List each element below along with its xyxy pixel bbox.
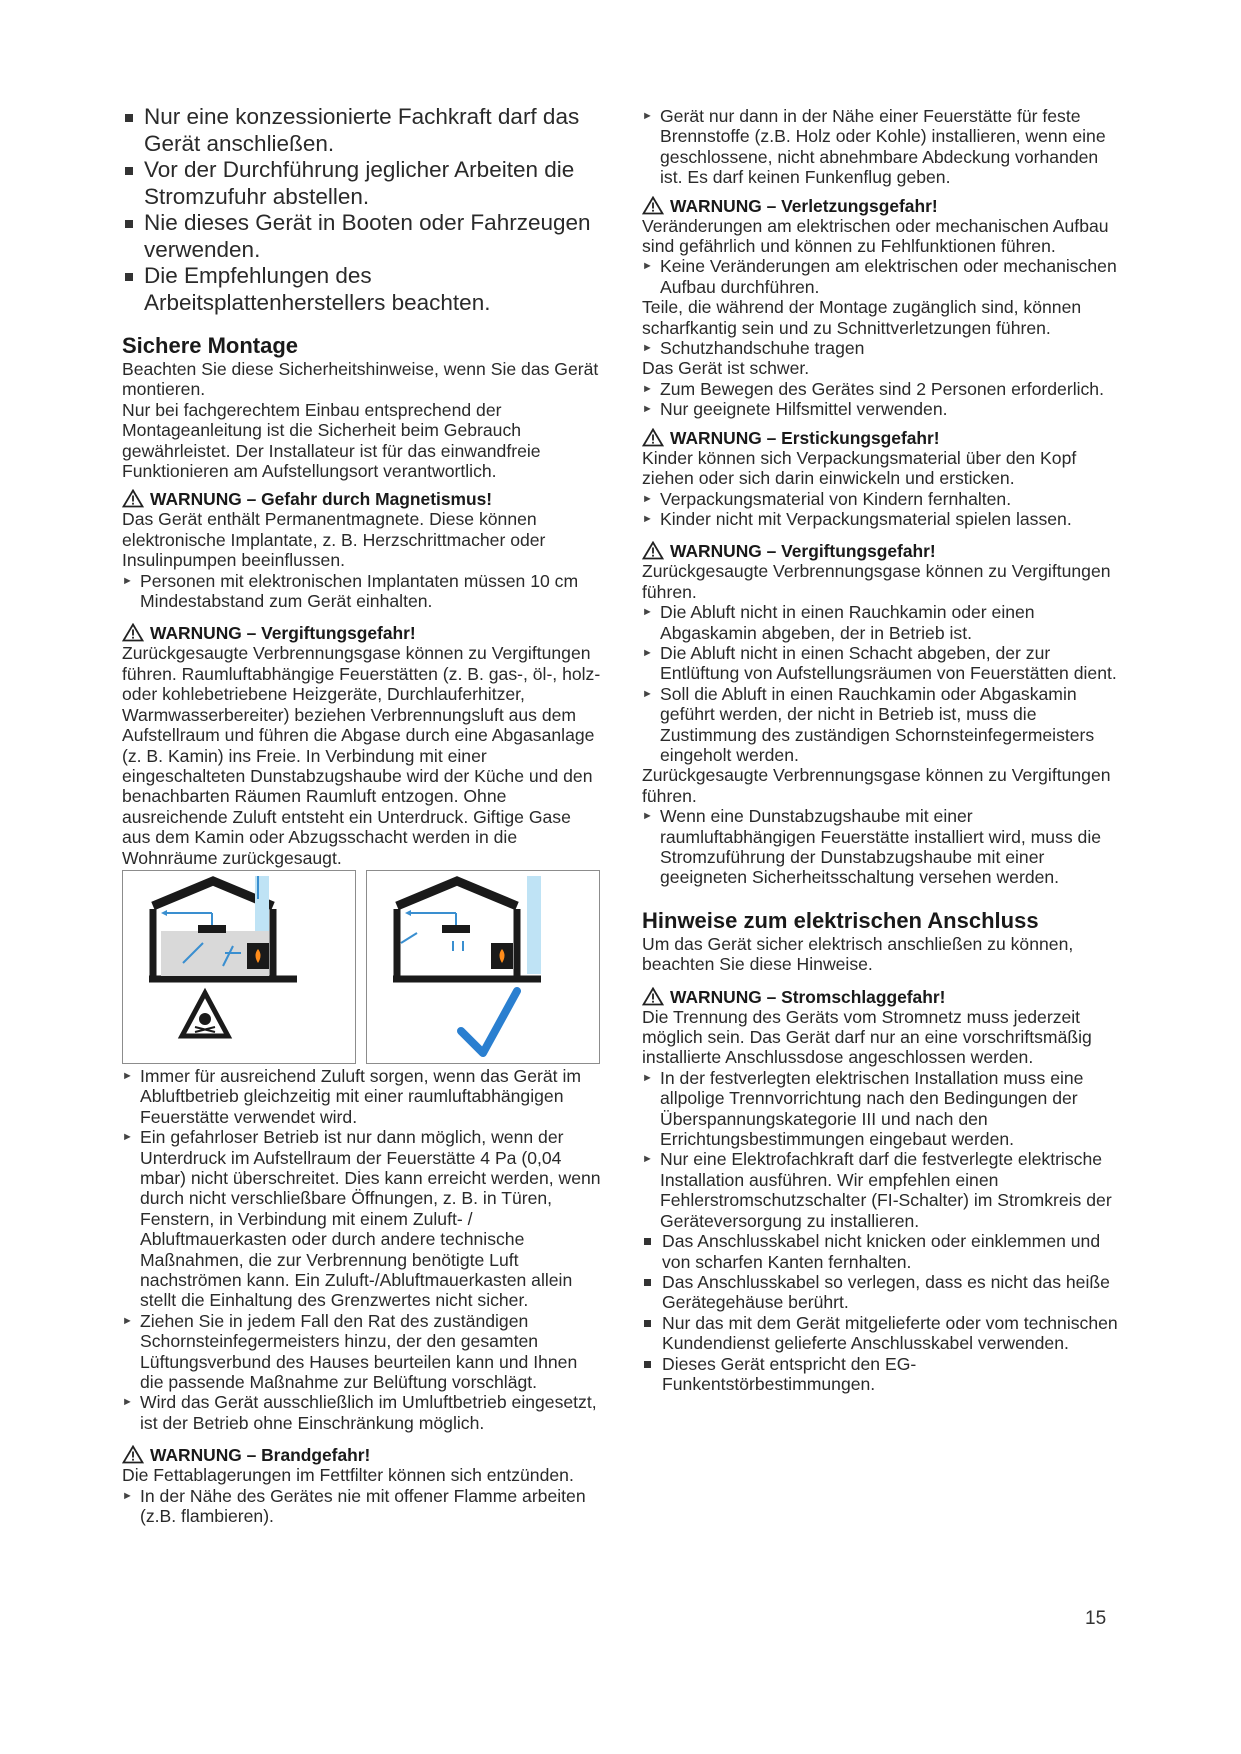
warning-magnetism-text: Das Gerät enthält Permanentmagnete. Diese können elektronische Implantate, z. B. Herzschrittmacher oder Insulinpumpen beeinflussen.: [122, 509, 546, 571]
warning-triangle-icon: [642, 428, 664, 447]
warning-poison-title: WARNUNG – Vergiftungsgefahr!: [122, 623, 602, 643]
warning-triangle-icon: [642, 987, 664, 1006]
intro-list: [122, 104, 610, 316]
list-item: ► In der festverlegten elektrischen Installation muss eine allpolige Trennvorrichtung nach den Bedingungen der Überspannungskategorie III und nach den Errichtungsbestimmungen eingebaut werden.: [642, 1067, 1084, 1150]
list-item: ► Immer für ausreichend Zuluft sorgen, wenn das Gerät im Abluftbetrieb gleichzeitig mit einer raumluftabhängigen Feuerstätte verwendet wird.: [122, 1065, 582, 1127]
list-item: ► Personen mit elektronischen Implantaten müssen 10 cm Mindestabstand zum Gerät einhalten.: [122, 570, 579, 612]
warning-suffocation-title: WARNUNG – Erstickungsgefahr!: [642, 428, 1122, 448]
warning-poison2-title: WARNUNG – Vergiftungsgefahr!: [642, 541, 1122, 561]
section-title-montage: Sichere Montage: [122, 333, 299, 358]
list-item: Nie dieses Gerät in Booten oder Fahrzeugen verwenden.: [122, 210, 610, 263]
list-item: ► Die Abluft nicht in einen Rauchkamin oder einen Abgaskamin abgeben, der in Betrieb ist.: [642, 602, 1035, 643]
list-item: ► Keine Veränderungen am elektrischen oder mechanischen Aufbau durchführen.: [642, 256, 1117, 297]
warning-poison-text: Zurückgesaugte Verbrennungsgase können zu Vergiftungen führen. Raumluftabhängige Feuerstätten (z. B. gas-, öl-, holz- oder kohlebetriebene Heizgeräte, Durchlauferhitzer, Warmwasserbereiter) beziehen Verbrennungsluft aus dem Aufstellraum und führen die Abgase durch eine Abgasanlage (z. B. Kamin) ins Freie. In Verbindung mit einer eingeschalteten Dunstabzugshaube wird der Küche und den benachbarten Räumen Raumluft entzogen. Ohne ausreichende Zuluft entsteht ein Unterdruck. Giftige Gase aus dem Kamin oder Abzugsschacht werden in die Wohnräume zurückgesaugt.: [122, 643, 601, 868]
list-item: Nur eine konzessionierte Fachkraft darf das Gerät anschließen.: [122, 104, 610, 157]
warning-fire-title: WARNUNG – Brandgefahr!: [122, 1445, 602, 1465]
figure-wrong: [122, 870, 356, 1064]
warning-shock-title: WARNUNG – Stromschlaggefahr!: [642, 987, 1122, 1007]
house-correct-illustration: [367, 871, 599, 1063]
list-item: Das Anschlusskabel nicht knicken oder einklemmen und von scharfen Kanten fernhalten.: [642, 1231, 1122, 1272]
warning-poison2-text2: Zurückgesaugte Verbrennungsgase können zu Vergiftungen führen.: [642, 765, 1111, 806]
house-danger-illustration: [123, 871, 355, 1063]
warning-fire-text: Die Fettablagerungen im Fettfilter können sich entzünden.: [122, 1465, 574, 1486]
warning-suffocation-text: Kinder können sich Verpackungsmaterial über den Kopf ziehen oder sich darin einwickeln und ersticken.: [642, 447, 1077, 489]
ventilation-figure: [122, 870, 602, 1066]
warning-injury-text3: Das Gerät ist schwer.: [642, 358, 810, 379]
list-item: Die Empfehlungen des Arbeitsplattenherstellers beachten.: [122, 263, 610, 316]
list-item: Das Anschlusskabel so verlegen, dass es nicht das heiße Gerätegehäuse berührt.: [642, 1272, 1122, 1313]
list-item: ► Verpackungsmaterial von Kindern fernhalten.: [642, 488, 1012, 509]
warning-injury-text: Veränderungen am elektrischen oder mechanischen Aufbau sind gefährlich und können zu Fehlfunktionen führen.: [642, 215, 1109, 257]
list-item: ► Zum Bewegen des Gerätes sind 2 Personen erforderlich.: [642, 378, 1104, 399]
list-item: Vor der Durchführung jeglicher Arbeiten die Stromzufuhr abstellen.: [122, 157, 610, 210]
montage-text: Nur bei fachgerechtem Einbau entsprechend der Montageanleitung ist die Sicherheit beim Gebrauch gewährleistet. Der Installateur ist für das einwandfreie Funktionieren am Aufstellungsort verantwortlich.: [122, 399, 541, 482]
electrical-intro: Um das Gerät sicher elektrisch anschließen zu können, beachten Sie diese Hinweise.: [642, 933, 1074, 975]
list-item: Dieses Gerät entspricht den EG-Funkentstörbestimmungen.: [642, 1354, 1122, 1395]
warning-shock-text: Die Trennung des Geräts vom Stromnetz muss jederzeit möglich sein. Das Gerät darf nur an eine vorschriftsmäßig installierte Anschlussdose angeschlossen werden.: [642, 1006, 1092, 1068]
list-item: ► Schutzhandschuhe tragen: [642, 338, 865, 359]
warning-triangle-icon: [122, 623, 144, 642]
figure-correct: [366, 870, 600, 1064]
warning-triangle-icon: [122, 489, 144, 508]
list-item: ► Die Abluft nicht in einen Schacht abgeben, der zur Entlüftung von Aufstellungsräumen von Feuerstätten dient.: [642, 642, 1117, 684]
warning-poison2-text: Zurückgesaugte Verbrennungsgase können zu Vergiftungen führen.: [642, 561, 1111, 602]
warning-injury-title: WARNUNG – Verletzungsgefahr!: [642, 196, 1122, 216]
warning-magnetism-title: WARNUNG – Gefahr durch Magnetismus!: [122, 489, 602, 509]
montage-intro: Beachten Sie diese Sicherheitshinweise, wenn Sie das Gerät montieren.: [122, 359, 599, 400]
page-number: 15: [1085, 1608, 1107, 1629]
warning-triangle-icon: [642, 541, 664, 560]
list-item: ► Nur eine Elektrofachkraft darf die festverlegte elektrische Installation ausführen. Wir empfehlen einen Fehlerstromschutzschalter (FI-Schalter) im Stromkreis der Geräteversorgung zu installieren.: [642, 1149, 1112, 1231]
section-title-electrical: Hinweise zum elektrischen Anschluss: [642, 907, 1039, 933]
warning-triangle-icon: [122, 1445, 144, 1464]
list-item: ► Wird das Gerät ausschließlich im Umluftbetrieb eingesetzt, ist der Betrieb ohne Einschränkung möglich.: [122, 1392, 597, 1433]
list-item: ► Soll die Abluft in einen Rauchkamin oder Abgaskamin geführt werden, der nicht in Betrieb ist, muss die Zustimmung des zuständigen Schornsteinfegermeisters eingeholt werden.: [642, 683, 1095, 765]
list-item: ► Kinder nicht mit Verpackungsmaterial spielen lassen.: [642, 508, 1072, 529]
list-item: ► Nur geeignete Hilfsmittel verwenden.: [642, 399, 948, 420]
list-item: ► Wenn eine Dunstabzugshaube mit einer raumluftabhängigen Feuerstätte installiert wird, muss die Stromzuführung der Dunstabzugshaube mit einer geeigneten Sicherheitsschaltung versehen werden.: [642, 806, 1102, 888]
list-item: Nur das mit dem Gerät mitgelieferte oder vom technischen Kundendienst gelieferte Anschlusskabel verwenden.: [642, 1313, 1122, 1354]
list-item: ► In der Nähe des Gerätes nie mit offener Flamme arbeiten (z.B. flambieren).: [122, 1485, 586, 1527]
list-item: ► Ein gefahrloser Betrieb ist nur dann möglich, wenn der Unterdruck im Aufstellraum der Feuerstätte 4 Pa (0,04 mbar) nicht überschreitet. Dies kann erreicht werden, wenn durch nicht verschließbare Öffnungen, z. B. in Türen, Fenstern, in Verbindung mit einem Zuluft- / Abluftmauerkasten oder durch andere technische Maßnahmen, die zur Verbrennung benötigte Luft nachströmen kann. Ein Zuluft-/Abluftmauerkasten allein stellt die Einhaltung des Grenzwertes nicht sicher.: [122, 1127, 601, 1311]
list-item: ► Gerät nur dann in der Nähe einer Feuerstätte für feste Brennstoffe (z.B. Holz oder Kohle) installieren, wenn eine geschlossene, nicht abnehmbare Abdeckung vorhanden ist. Es darf keinen Funkenflug geben.: [642, 106, 1106, 188]
list-item: ► Ziehen Sie in jedem Fall den Rat des zuständigen Schornsteinfegermeisters hinzu, der den gesamten Lüftungsverbund des Hauses beurteilen kann und Ihnen die passende Maßnahme zur Belüftung vorschlägt.: [122, 1310, 578, 1393]
warning-injury-text2: Teile, die während der Montage zugänglich sind, können scharfkantig sein und zu Schnittverletzungen führen.: [642, 297, 1082, 338]
warning-triangle-icon: [642, 196, 664, 215]
